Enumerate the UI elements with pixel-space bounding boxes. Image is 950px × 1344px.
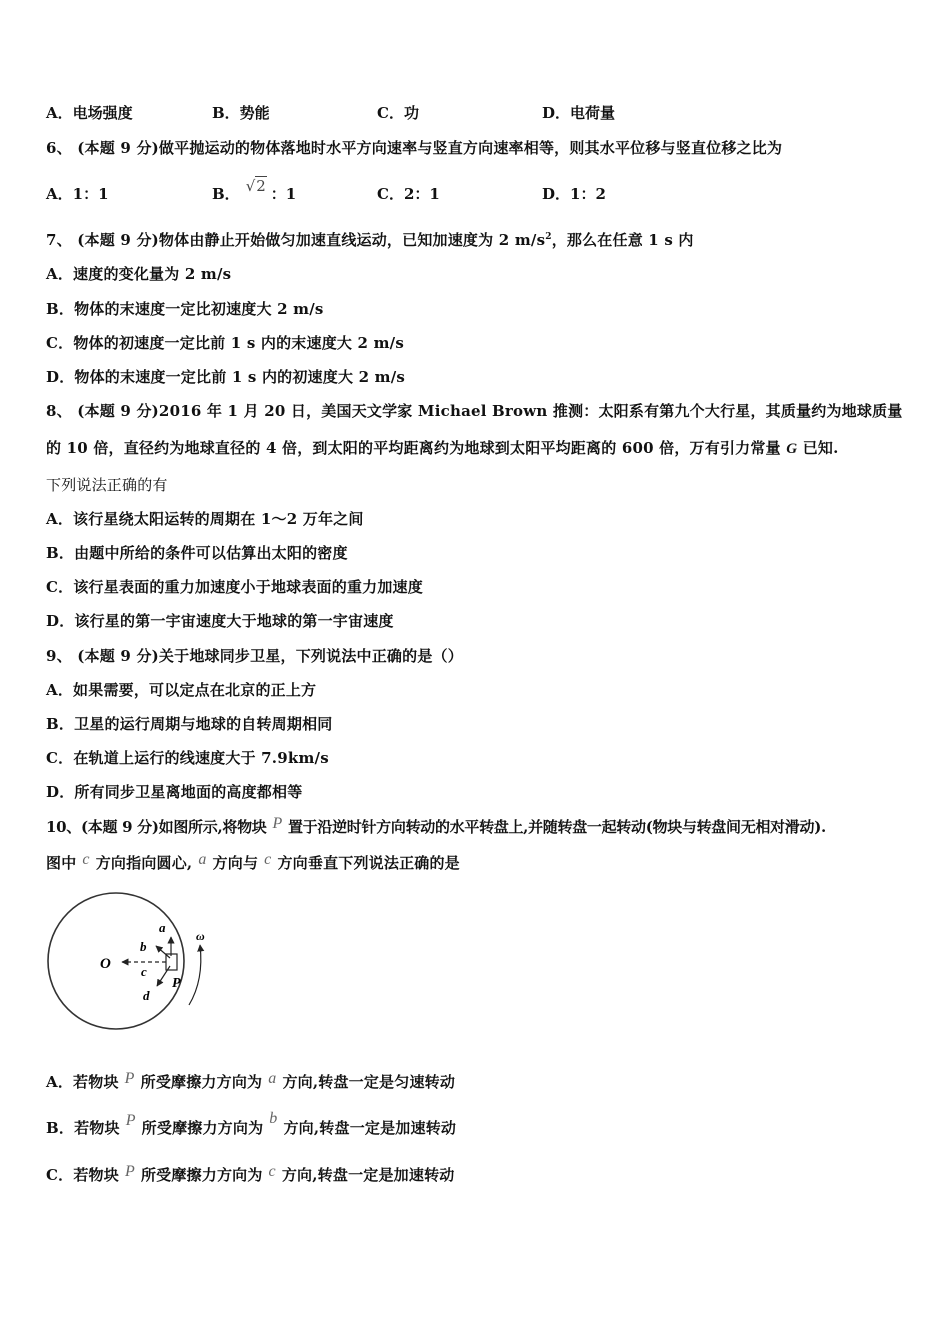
q8-stem-line1: 8、 (本题 9 分)2016 年 1 月 20 日，美国天文学家 Michael Brown 推测：太阳系有第九个大行星，其质量约为地球质量 (46, 402, 903, 420)
label-b: b (140, 939, 147, 954)
q8-stem2-post: 已知. (802, 439, 839, 457)
q8-var-g: G (786, 441, 798, 457)
q9-option-b: B．卫星的运行周期与地球的自转周期相同 (46, 715, 333, 733)
q6-option-b-suffix: ：1 (270, 185, 297, 203)
q10-option-a (46, 1071, 455, 1092)
q6-option-d: D．1：2 (542, 185, 606, 203)
sqrt-symbol: √2 (245, 177, 266, 195)
q10-var-p: P (272, 815, 282, 832)
q5-option-b: B．势能 (212, 104, 270, 122)
q8-stem-line2 (46, 437, 839, 458)
arrow-b (156, 946, 170, 958)
q9-option-c: C．在轨道上运行的线速度大于 7.9km/s (46, 749, 329, 767)
q6-option-a: A．1：1 (46, 185, 109, 203)
q10-c-var-p: P (124, 1163, 135, 1180)
q10-var-c1: c (82, 851, 90, 868)
q8-option-a: A．该行星绕太阳运转的周期在 1～2 万年之间 (46, 510, 364, 528)
q6-stem: 6、 (本题 9 分)做平抛运动的物体落地时水平方向速率与竖直方向速率相等，则其水平位移与竖直位移之比为 (46, 139, 783, 157)
q10-stem2-a: 图中 (46, 854, 77, 872)
q7-option-c: C．物体的初速度一定比前 1 s 内的末速度大 2 m/s (46, 334, 404, 352)
q10-b-pre: B．若物块 (46, 1119, 120, 1137)
q9-option-a: A．如果需要，可以定点在北京的正上方 (46, 681, 317, 699)
q7-option-a: A．速度的变化量为 2 m/s (46, 265, 232, 283)
q8-option-d: D．该行星的第一宇宙速度大于地球的第一宇宙速度 (46, 612, 394, 630)
q10-a-mid: 所受摩擦力方向为 (140, 1073, 263, 1091)
q6-option-b (212, 177, 297, 204)
q10-option-b (46, 1110, 457, 1138)
q10-stem2-c: 方向与 (212, 854, 259, 872)
q5-option-a: A．电场强度 (46, 104, 133, 122)
arrow-d (157, 966, 170, 986)
q6-radicand: 2 (256, 177, 266, 195)
q8-option-c: C．该行星表面的重力加速度小于地球表面的重力加速度 (46, 578, 423, 596)
q10-a-pre: A．若物块 (46, 1073, 119, 1091)
q8-option-b: B．由题中所给的条件可以估算出太阳的密度 (46, 544, 348, 562)
label-c: c (141, 964, 147, 979)
q10-c-pre: C．若物块 (46, 1166, 119, 1184)
q10-a-var: a (268, 1070, 277, 1087)
q5-option-d: D．电荷量 (542, 104, 616, 122)
q8-stem2-pre: 的 10 倍，直径约为地球直径的 4 倍，到太阳的平均距离约为地球到太阳平均距离的 600 倍，万有引力常量 (46, 439, 781, 457)
label-o: O (100, 956, 111, 972)
q7-stem-pre: 7、 (本题 9 分)物体由静止开始做匀加速直线运动，已知加速度为 2 m/s (46, 231, 546, 249)
q10-stem-line1 (46, 816, 826, 837)
q10-stem1-pre: 10、(本题 9 分)如图所示,将物块 (46, 818, 267, 836)
q10-var-c2: c (264, 851, 272, 868)
q7-stem-sup: 2 (545, 232, 552, 242)
q10-c-var: c (268, 1163, 276, 1180)
q10-stem-line2 (46, 852, 460, 873)
q7-stem-post: ，那么在任意 1 s 内 (551, 231, 694, 249)
q7-option-b: B．物体的末速度一定比初速度大 2 m/s (46, 300, 324, 318)
turntable-circle (48, 893, 184, 1029)
q10-c-mid: 所受摩擦力方向为 (140, 1166, 263, 1184)
q10-b-post: 方向,转盘一定是加速转动 (283, 1119, 457, 1137)
q10-stem1-post: 置于沿逆时针方向转动的水平转盘上,并随转盘一起转动(物块与转盘间无相对滑动). (287, 818, 826, 836)
q7-option-d: D．物体的末速度一定比前 1 s 内的初速度大 2 m/s (46, 368, 406, 386)
q10-b-var-p: P (125, 1112, 136, 1129)
q10-c-post: 方向,转盘一定是加速转动 (281, 1166, 455, 1184)
q10-var-a: a (198, 851, 207, 868)
label-d: d (143, 988, 150, 1003)
q10-stem2-d: 方向垂直下列说法正确的是 (277, 854, 460, 872)
q9-stem: 9、 (本题 9 分)关于地球同步卫星，下列说法中正确的是（） (46, 647, 463, 665)
label-omega: ω (196, 929, 205, 943)
label-a: a (159, 920, 166, 935)
q10-stem2-b: 方向指向圆心, (95, 854, 193, 872)
q10-a-var-p: P (124, 1070, 135, 1087)
q10-b-mid: 所受摩擦力方向为 (141, 1119, 264, 1137)
q9-option-d: D．所有同步卫星离地面的高度都相等 (46, 783, 303, 801)
q10-a-post: 方向,转盘一定是匀速转动 (282, 1073, 456, 1091)
q7-stem (46, 229, 694, 250)
q6-option-c: C．2：1 (377, 185, 440, 203)
q8-stem-line3: 下列说法正确的有 (46, 476, 168, 494)
turntable-figure (46, 890, 226, 1040)
q10-option-c (46, 1164, 454, 1185)
q5-option-c: C．功 (377, 104, 419, 122)
omega-arc (189, 945, 201, 1005)
q6-option-b-prefix: B． (212, 185, 240, 203)
label-p: P (172, 976, 181, 991)
q10-b-var: b (269, 1110, 278, 1127)
